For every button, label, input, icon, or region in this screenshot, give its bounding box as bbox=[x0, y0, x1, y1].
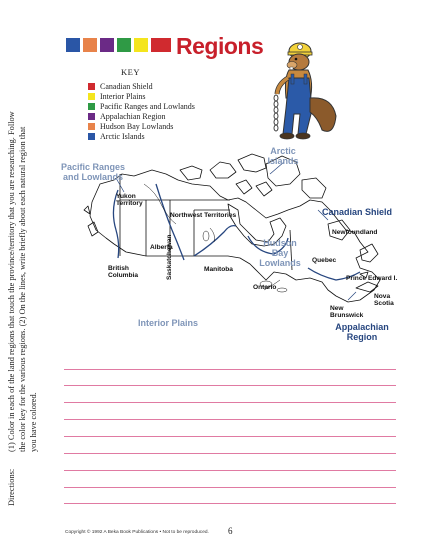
region-label-arctic: Arctic Islands bbox=[267, 146, 299, 166]
province-label-sask: Saskatchewan bbox=[166, 234, 173, 280]
key-item: Hudson Bay Lowlands bbox=[88, 122, 173, 132]
swatch-yellow bbox=[88, 93, 95, 100]
directions-label: Directions: bbox=[7, 468, 16, 506]
swatch-blue bbox=[88, 133, 95, 140]
writing-line[interactable] bbox=[64, 470, 396, 471]
color-square-red bbox=[151, 38, 171, 52]
province-label-newfoundland: Newfoundland bbox=[332, 229, 378, 236]
province-label-ontario: Ontario bbox=[253, 284, 277, 291]
swatch-purple bbox=[88, 113, 95, 120]
writing-line[interactable] bbox=[64, 419, 396, 420]
writing-line[interactable] bbox=[64, 402, 396, 403]
color-square-yellow bbox=[134, 38, 148, 52]
province-label-pei: Prince Edward I. bbox=[346, 275, 398, 282]
key-title: KEY bbox=[121, 67, 140, 77]
page-number: 6 bbox=[228, 526, 233, 536]
color-square-orange bbox=[83, 38, 97, 52]
key-item: Appalachian Region bbox=[88, 112, 166, 122]
writing-line[interactable] bbox=[64, 385, 396, 386]
province-label-bc: British Columbia bbox=[108, 265, 139, 279]
key-item: Arctic Islands bbox=[88, 132, 145, 142]
region-label-hudson: Hudson Bay Lowlands bbox=[259, 238, 301, 268]
beaver-miner-illustration bbox=[262, 38, 342, 142]
province-label-quebec: Quebec bbox=[312, 257, 337, 264]
directions-text-1: (1) Color in each of the land regions that touch the province/territory that you are researching. Follow bbox=[7, 111, 16, 452]
color-square-blue bbox=[66, 38, 80, 52]
copyright-notice: Copyright © 1992 A Beka Book Publications • Not to be reproduced. bbox=[65, 530, 209, 535]
color-square-purple bbox=[100, 38, 114, 52]
writing-line[interactable] bbox=[64, 369, 396, 370]
key-item: Canadian Shield bbox=[88, 82, 153, 92]
province-label-alberta: Alberta bbox=[150, 244, 173, 251]
province-label-nb: New Brunswick bbox=[330, 305, 364, 319]
key-item: Pacific Ranges and Lowlands bbox=[88, 102, 195, 112]
key-item: Interior Plains bbox=[88, 92, 146, 102]
province-label-nwt: Northwest Territories bbox=[170, 212, 237, 219]
writing-line[interactable] bbox=[64, 453, 396, 454]
swatch-green bbox=[88, 103, 95, 110]
region-label-shield: Canadian Shield bbox=[322, 207, 393, 217]
directions-text-3: you have colored. bbox=[29, 392, 38, 452]
page-title: Regions bbox=[176, 33, 264, 59]
region-label-pacific: Pacific Ranges and Lowlands bbox=[60, 162, 126, 182]
writing-line[interactable] bbox=[64, 436, 396, 437]
color-square-green bbox=[117, 38, 131, 52]
province-label-yukon: Yukon Territory bbox=[116, 193, 143, 207]
swatch-orange bbox=[88, 123, 95, 130]
region-label-interior: Interior Plains bbox=[138, 318, 199, 328]
writing-line[interactable] bbox=[64, 503, 396, 504]
province-label-manitoba: Manitoba bbox=[204, 266, 233, 273]
province-label-ns: Nova Scotia bbox=[374, 293, 394, 307]
region-label-appalachian: Appalachian Region bbox=[335, 322, 389, 342]
swatch-red bbox=[88, 83, 95, 90]
directions-text-2: the color key for the various regions. (2) On the lines, write briefly about each natural region that bbox=[18, 126, 27, 452]
writing-line[interactable] bbox=[64, 487, 396, 488]
